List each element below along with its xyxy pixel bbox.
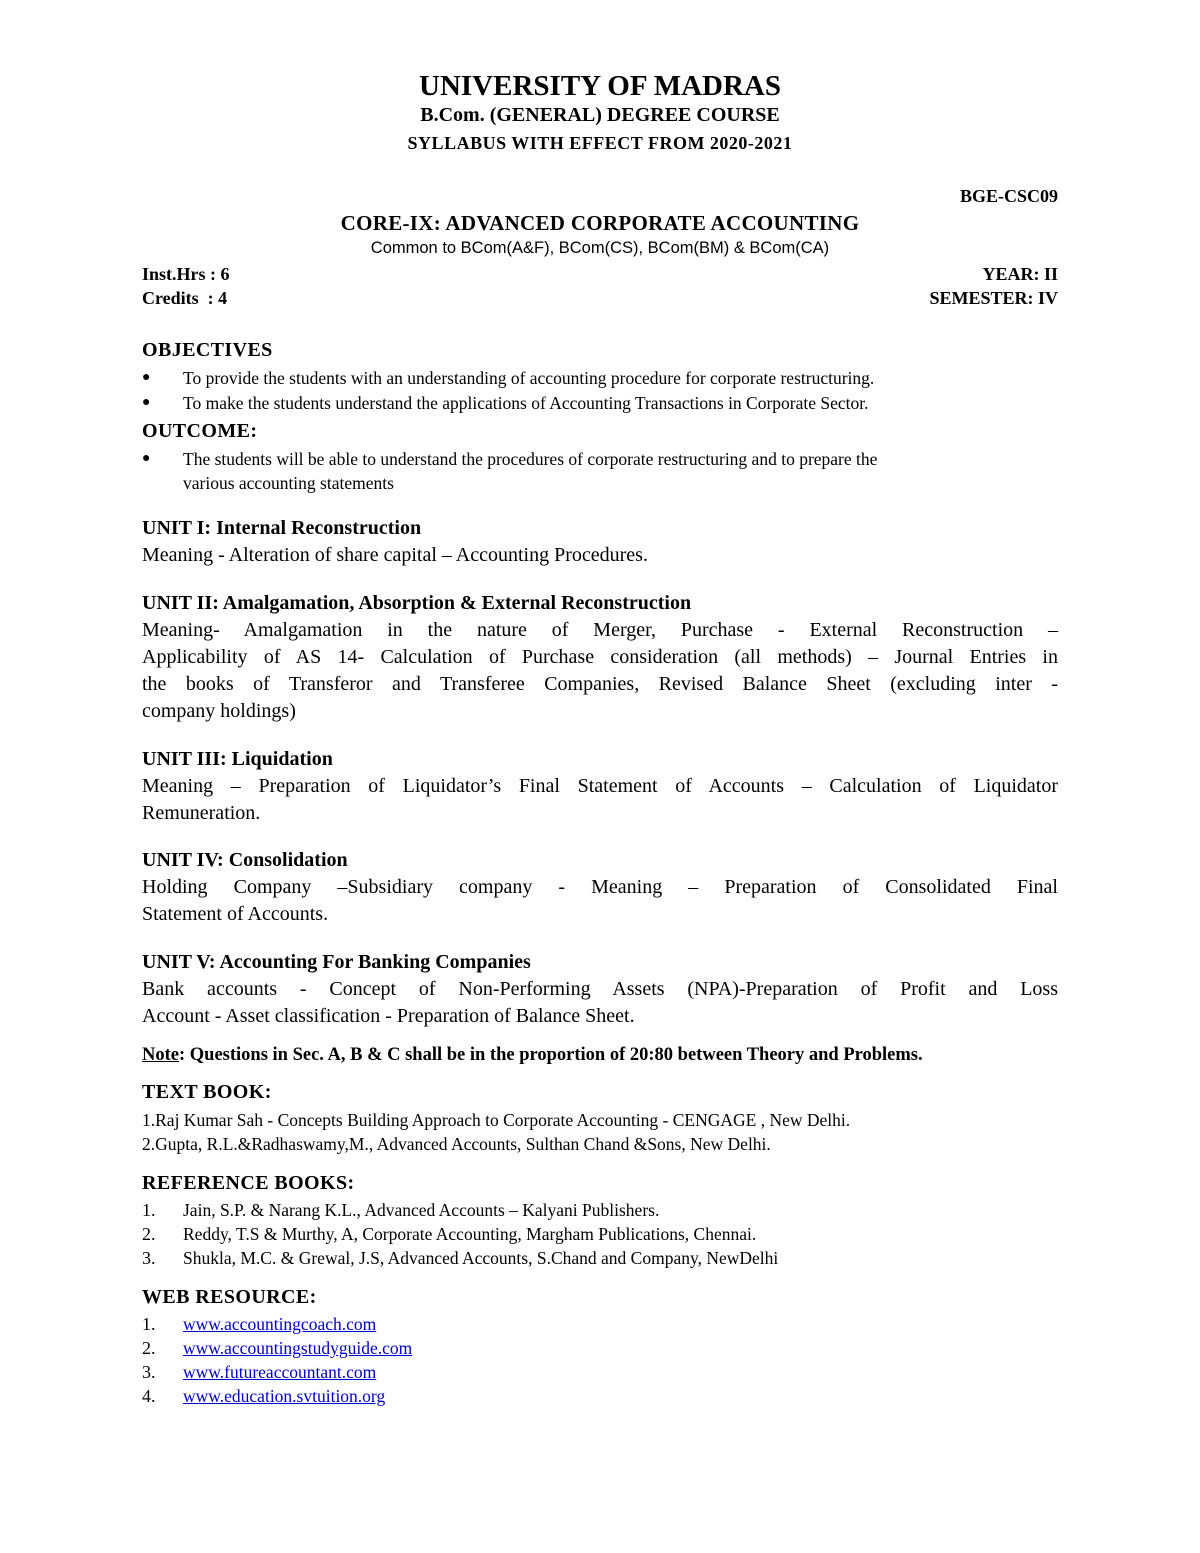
web-link-accountingstudyguide[interactable]: www.accountingstudyguide.com [183,1338,413,1358]
outcome-text-line1: The students will be able to understand the procedures of corporate restructuring and to prepare the [183,449,878,469]
unit-4-line: Holding Company –Subsidiary company - Meaning – Preparation of Consolidated Final [142,876,1058,898]
unit-2-line: company holdings) [142,700,296,722]
objective-item: To make the students understand the applications of Accounting Transactions in Corporate Sector. [183,393,869,413]
unit-2-line: Applicability of AS 14- Calculation of Purchase consideration (all methods) – Journal Entries in [142,646,1058,668]
list-number: 1. [142,1200,156,1220]
unit-2-line: the books of Transferor and Transferee Companies, Revised Balance Sheet (excluding inter - [142,673,1058,695]
unit-2-line: Meaning- Amalgamation in the nature of Merger, Purchase - External Reconstruction – [142,619,1058,641]
outcome-text-line2: various accounting statements [183,473,394,493]
text-book-item: 1.Raj Kumar Sah - Concepts Building Approach to Corporate Accounting - CENGAGE , New Delhi. [142,1110,851,1130]
list-number: 1. [142,1314,156,1334]
bullet-icon: ● [142,395,151,410]
degree-title: B.Com. (GENERAL) DEGREE COURSE [420,104,780,126]
bullet-icon: ● [142,451,151,466]
unit-5-line: Account - Asset classification - Preparation of Balance Sheet. [142,1005,635,1027]
reference-books-heading: REFERENCE BOOKS: [142,1172,355,1194]
unit-5-heading: UNIT V: Accounting For Banking Companies [142,951,531,973]
unit-1-heading: UNIT I: Internal Reconstruction [142,517,422,539]
outcome-heading: OUTCOME: [142,420,258,442]
unit-2-heading: UNIT II: Amalgamation, Absorption & External Reconstruction [142,592,692,614]
web-link-svtuition[interactable]: www.education.svtuition.org [183,1386,386,1406]
list-number: 3. [142,1362,156,1382]
semester: SEMESTER: IV [929,288,1058,308]
unit-3-line: Remuneration. [142,802,261,824]
objectives-heading: OBJECTIVES [142,339,273,361]
list-number: 2. [142,1224,156,1244]
web-link-futureaccountant[interactable]: www.futureaccountant.com [183,1362,377,1382]
inst-hours: Inst.Hrs : 6 [142,264,230,284]
unit-3-heading: UNIT III: Liquidation [142,748,333,770]
reference-book-item: Jain, S.P. & Narang K.L., Advanced Accounts – Kalyani Publishers. [183,1200,660,1220]
year: YEAR: II [982,264,1058,284]
list-number: 4. [142,1386,156,1406]
web-link-accountingcoach[interactable]: www.accountingcoach.com [183,1314,377,1334]
syllabus-effect: SYLLABUS WITH EFFECT FROM 2020-2021 [407,133,793,153]
text-book-item: 2.Gupta, R.L.&Radhaswamy,M., Advanced Accounts, Sulthan Chand &Sons, New Delhi. [142,1134,771,1154]
text-book-heading: TEXT BOOK: [142,1081,272,1103]
objective-item: To provide the students with an understanding of accounting procedure for corporate restructuring. [183,368,875,388]
unit-4-heading: UNIT IV: Consolidation [142,849,348,871]
reference-book-item: Shukla, M.C. & Grewal, J.S, Advanced Accounts, S.Chand and Company, NewDelhi [183,1248,779,1268]
unit-5-line: Bank accounts - Concept of Non-Performing Assets (NPA)-Preparation of Profit and Loss [142,978,1058,1000]
course-title: CORE-IX: ADVANCED CORPORATE ACCOUNTING [340,211,860,235]
unit-3-line: Meaning – Preparation of Liquidator’s Final Statement of Accounts – Calculation of Liquidator [142,775,1058,797]
common-to: Common to BCom(A&F), BCom(CS), BCom(BM) & BCom(CA) [370,239,830,257]
bullet-icon: ● [142,370,151,385]
credits: Credits : 4 [142,288,228,308]
unit-4-line: Statement of Accounts. [142,903,329,925]
note-label: Note [142,1045,179,1065]
list-number: 3. [142,1248,156,1268]
reference-book-item: Reddy, T.S & Murthy, A, Corporate Accounting, Margham Publications, Chennai. [183,1224,757,1244]
unit-1-line: Meaning - Alteration of share capital – Accounting Procedures. [142,544,648,566]
university-title: UNIVERSITY OF MADRAS [419,70,781,102]
note [142,1045,923,1066]
web-resource-heading: WEB RESOURCE: [142,1286,317,1308]
note-text: : Questions in Sec. A, B & C shall be in the proportion of 20:80 between Theory and Problems. [178,1045,923,1065]
list-number: 2. [142,1338,156,1358]
course-code: BGE-CSC09 [959,186,1058,206]
